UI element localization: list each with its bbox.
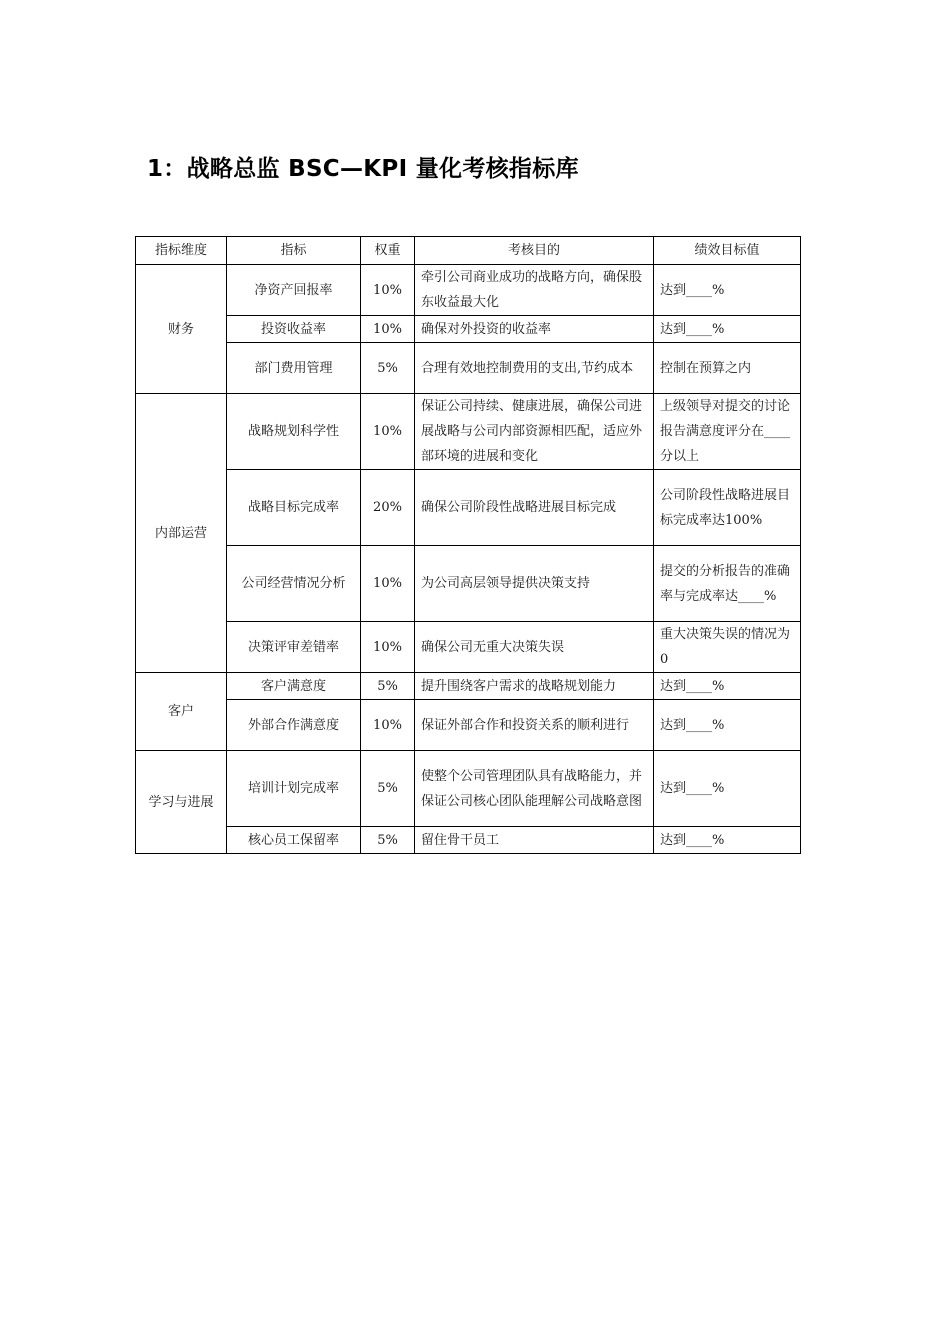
header-dimension: 指标维度 xyxy=(136,237,227,265)
table-row xyxy=(136,622,801,673)
target-cell: 达到____% xyxy=(654,700,801,751)
goal-cell: 为公司高层领导提供决策支持 xyxy=(415,546,654,622)
table-row xyxy=(136,343,801,394)
table-row xyxy=(136,827,801,854)
metric-cell: 战略规划科学性 xyxy=(227,394,361,470)
metric-cell: 部门费用管理 xyxy=(227,343,361,394)
weight-cell: 5% xyxy=(361,827,415,854)
weight-cell: 20% xyxy=(361,470,415,546)
table-row xyxy=(136,394,801,470)
target-cell: 达到____% xyxy=(654,316,801,343)
target-cell: 达到____% xyxy=(654,827,801,854)
metric-cell: 核心员工保留率 xyxy=(227,827,361,854)
table-row xyxy=(136,546,801,622)
goal-cell: 确保公司阶段性战略进展目标完成 xyxy=(415,470,654,546)
target-cell: 达到____% xyxy=(654,265,801,316)
metric-cell: 客户满意度 xyxy=(227,673,361,700)
metric-cell: 公司经营情况分析 xyxy=(227,546,361,622)
header-goal: 考核目的 xyxy=(415,237,654,265)
table-row xyxy=(136,316,801,343)
goal-cell: 留住骨干员工 xyxy=(415,827,654,854)
goal-cell: 确保公司无重大决策失误 xyxy=(415,622,654,673)
dimension-cell: 内部运营 xyxy=(136,394,227,673)
dimension-cell: 学习与进展 xyxy=(136,751,227,854)
target-cell: 公司阶段性战略进展目标完成率达100% xyxy=(654,470,801,546)
kpi-table xyxy=(135,236,801,854)
target-cell: 提交的分析报告的准确率与完成率达____% xyxy=(654,546,801,622)
table-row xyxy=(136,470,801,546)
weight-cell: 5% xyxy=(361,673,415,700)
metric-cell: 净资产回报率 xyxy=(227,265,361,316)
table-header-row xyxy=(136,237,801,265)
dimension-cell: 财务 xyxy=(136,265,227,394)
metric-cell: 外部合作满意度 xyxy=(227,700,361,751)
goal-cell: 使整个公司管理团队具有战略能力，并保证公司核心团队能理解公司战略意图 xyxy=(415,751,654,827)
header-metric: 指标 xyxy=(227,237,361,265)
page-title: 1：战略总监 BSC—KPI 量化考核指标库 xyxy=(147,156,579,182)
target-cell: 达到____% xyxy=(654,751,801,827)
weight-cell: 10% xyxy=(361,622,415,673)
weight-cell: 10% xyxy=(361,316,415,343)
goal-cell: 保证外部合作和投资关系的顺利进行 xyxy=(415,700,654,751)
table-row xyxy=(136,751,801,827)
metric-cell: 战略目标完成率 xyxy=(227,470,361,546)
target-cell: 达到____% xyxy=(654,673,801,700)
table-row xyxy=(136,265,801,316)
goal-cell: 提升围绕客户需求的战略规划能力 xyxy=(415,673,654,700)
target-cell: 控制在预算之内 xyxy=(654,343,801,394)
table-row xyxy=(136,673,801,700)
target-cell: 上级领导对提交的讨论报告满意度评分在____ 分以上 xyxy=(654,394,801,470)
weight-cell: 10% xyxy=(361,546,415,622)
metric-cell: 投资收益率 xyxy=(227,316,361,343)
goal-cell: 确保对外投资的收益率 xyxy=(415,316,654,343)
header-weight: 权重 xyxy=(361,237,415,265)
weight-cell: 10% xyxy=(361,394,415,470)
table-row xyxy=(136,700,801,751)
weight-cell: 5% xyxy=(361,343,415,394)
header-target: 绩效目标值 xyxy=(654,237,801,265)
weight-cell: 10% xyxy=(361,265,415,316)
weight-cell: 5% xyxy=(361,751,415,827)
dimension-cell: 客户 xyxy=(136,673,227,751)
goal-cell: 合理有效地控制费用的支出,节约成本 xyxy=(415,343,654,394)
target-cell: 重大决策失误的情况为0 xyxy=(654,622,801,673)
goal-cell: 牵引公司商业成功的战略方向，确保股东收益最大化 xyxy=(415,265,654,316)
goal-cell: 保证公司持续、健康进展，确保公司进展战略与公司内部资源相匹配，适应外部环境的进展和变化 xyxy=(415,394,654,470)
weight-cell: 10% xyxy=(361,700,415,751)
metric-cell: 决策评审差错率 xyxy=(227,622,361,673)
metric-cell: 培训计划完成率 xyxy=(227,751,361,827)
